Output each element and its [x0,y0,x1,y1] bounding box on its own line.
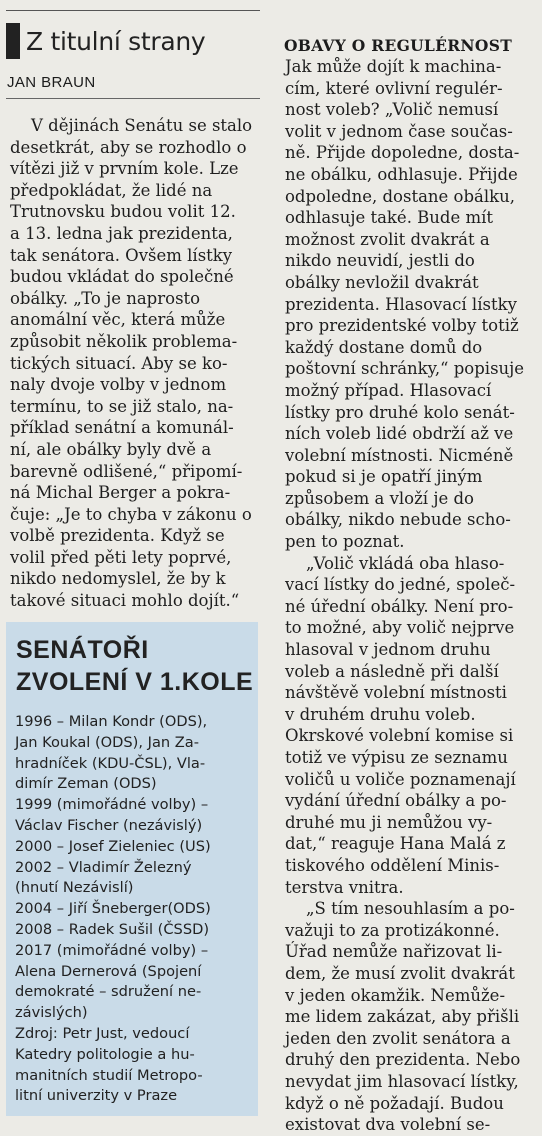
box-list-line: litní univerzity v Praze [15,1087,178,1105]
text-line: možný případ. Hlasovací [285,380,492,400]
text-line: příklad senátní a komunál- [10,418,234,438]
text-line: možnost zvolit dvakrát a [285,229,490,249]
text-line: ná Michal Berger a pokra- [10,483,231,503]
text-line: obálky. „To je naprosto [10,288,201,308]
text-line: važuji to za protizákonné. [285,920,500,940]
section-marker [6,23,20,59]
box-list-line: 2004 – Jiří Šneberger(ODS) [15,900,211,918]
text-line: voleb a následně při další [285,661,499,681]
article-right-text [285,56,541,1136]
text-line: dat,“ reaguje Hana Malá z [285,834,506,854]
text-line: to možné, aby volič nejprve [285,618,515,638]
box-list-line: 2008 – Radek Sušil (ČSSD) [15,920,210,938]
text-line: způsobem a vloží je do [285,488,474,508]
text-line: dem, že musí zvolit dvakrát [285,963,515,983]
text-line: čuje: „Je to chyba v zákonu o [10,504,252,524]
box-list-line: 2000 – Josef Zieleniec (US) [15,837,211,855]
top-rule [6,10,260,11]
section-title: Z titulní strany [26,26,206,56]
text-line: v druhém druhu voleb. [285,704,476,724]
right-column [276,0,542,1135]
text-line: ních voleb lidé obdrží až ve [285,424,514,444]
text-line: každý dostane domů do [285,337,483,357]
subheading: OBAVY O REGULÉRNOST [284,36,513,55]
text-line: nikdo nedomyslel, že by k [10,569,226,589]
text-line: způsobit několik problema- [10,331,238,351]
text-line: naly dvoje volby v jednom [10,375,227,395]
text-line: obálky, nikdo nebude scho- [285,510,511,530]
text-line: volební místnosti. Nicméně [285,445,514,465]
box-list-line: Jan Koukal (ODS), Jan Za- [15,733,199,751]
box-list-line: hradníček (KDU-ČSL), Vla- [15,754,206,772]
box-list-line: 2002 – Vladimír Železný [15,858,192,876]
text-line: Okrskové volební komise si [285,726,514,746]
text-line: tických situací. Aby se ko- [10,353,228,373]
text-line: desetkrát, aby se rozhodlo o [10,137,247,157]
text-line: jeden den zvolit senátora a [285,1028,511,1048]
text-line: ně. Přijde dopoledne, dosta- [285,143,520,163]
text-line: nikdo neuvidí, jestli do [285,251,475,271]
text-line: a 13. ledna jak prezidenta, [10,223,233,243]
text-line: Úřad nemůže nařizovat li- [285,942,503,962]
article-left-text [10,115,266,612]
text-line: cím, které ovlivní regulér- [285,78,503,98]
text-line: vydání úřední obálky a po- [285,791,507,811]
text-line: předpokládat, že lidé na [10,180,213,200]
text-line: me lidem zakázat, aby přišli [285,1007,520,1027]
author-byline: JAN BRAUN [7,74,96,91]
box-list-line: Zdroj: Petr Just, vedoucí [15,1024,190,1042]
text-line: Trutnovsku budou volit 12. [10,202,236,222]
box-list-line: manitních studií Metropo- [15,1066,203,1084]
author-rule [6,98,260,99]
text-line: volil před pěti lety poprvé, [10,547,232,567]
text-line: terstva vnitra. [285,877,404,897]
text-line: barevně odlišené,“ připomí- [10,461,243,481]
box-title [16,634,253,698]
text-line: nevydat jim hlasovací lístky, [285,1071,519,1091]
box-list [15,712,259,1107]
text-line: pokud si je opatří jiným [285,467,483,487]
senators-info-box [6,622,258,1116]
text-line: pen to poznat. [285,532,405,552]
box-list-line: 1999 (mimořádné volby) – [15,796,209,814]
text-line: Jak může dojít k machina- [285,57,502,76]
box-title-line: SENÁTOŘI [16,636,149,664]
text-line: vací lístky do jedné, společ- [285,575,516,595]
text-line: né úřední obálky. Není pro- [285,596,514,616]
box-list-line: dimír Zeman (ODS) [15,775,157,793]
box-list-line: (hnutí Nezávislí) [15,879,134,897]
text-line: druhé mu ji nemůžou vy- [285,812,493,832]
text-line: tiskového oddělení Minis- [285,855,500,875]
text-line: „S tím nesouhlasím a po- [285,899,515,919]
box-list-line: 1996 – Milan Kondr (ODS), [15,713,208,730]
text-line: totiž ve výpisu ze seznamu [285,748,508,767]
text-line: ne obálku, odhlasuje. Přijde [285,164,518,184]
text-line: V dějinách Senátu se stalo [10,116,253,135]
text-line: „Volič vkládá oba hlaso- [285,553,505,573]
text-line: volit v jednom čase součas- [285,121,513,141]
text-line: návštěvě volební místnosti [285,683,507,703]
text-line: poštovní schránky,“ popisuje [285,359,525,379]
text-line: pro prezidentské volby totiž [285,316,519,336]
text-line: existovat dva volební se- [285,1115,491,1135]
text-line: odpoledne, dostane obálku, [285,186,516,206]
box-list-line: Alena Dernerová (Spojení [15,962,202,980]
text-line: odhlasuje také. Bude mít [285,208,494,228]
box-list-line: Katedry politologie a hu- [15,1045,195,1063]
text-line: lístky pro druhé kolo senát- [285,402,515,422]
text-line: budou vkládat do společné [10,267,234,287]
text-line: voličů u voliče poznamenají [285,769,516,789]
text-line: anomální věc, která může [10,310,226,330]
section-header [6,22,205,60]
text-line: termínu, to se již stalo, na- [10,396,234,416]
text-line: vítězi již v prvním kole. Lze [10,159,239,179]
text-line: v jeden okamžik. Nemůže- [285,985,506,1005]
text-line: volbě prezidenta. Když se [10,526,225,546]
text-line: ní, ale obálky byly dvě a [10,439,212,459]
text-line: když o ně požadají. Budou [285,1093,504,1113]
text-line: takové situaci mohlo dojít.“ [10,591,240,611]
box-title-line: ZVOLENÍ V 1.KOLE [16,668,254,696]
left-column [0,0,268,1116]
text-line: nost voleb? „Volič nemusí [285,100,499,120]
text-line: obálky nevložil dvakrát [285,272,479,292]
text-line: tak senátora. Ovšem lístky [10,245,233,265]
box-list-line: Václav Fischer (nezávislý) [15,816,203,834]
box-list-line: závislých) [15,1004,88,1022]
text-line: hlasoval v jednom druhu [285,640,491,660]
box-list-line: 2017 (mimořádné volby) – [15,941,209,959]
box-list-line: demokraté – sdružení ne- [15,983,202,1001]
text-line: prezidenta. Hlasovací lístky [285,294,517,314]
text-line: druhý den prezidenta. Nebo [285,1050,521,1070]
